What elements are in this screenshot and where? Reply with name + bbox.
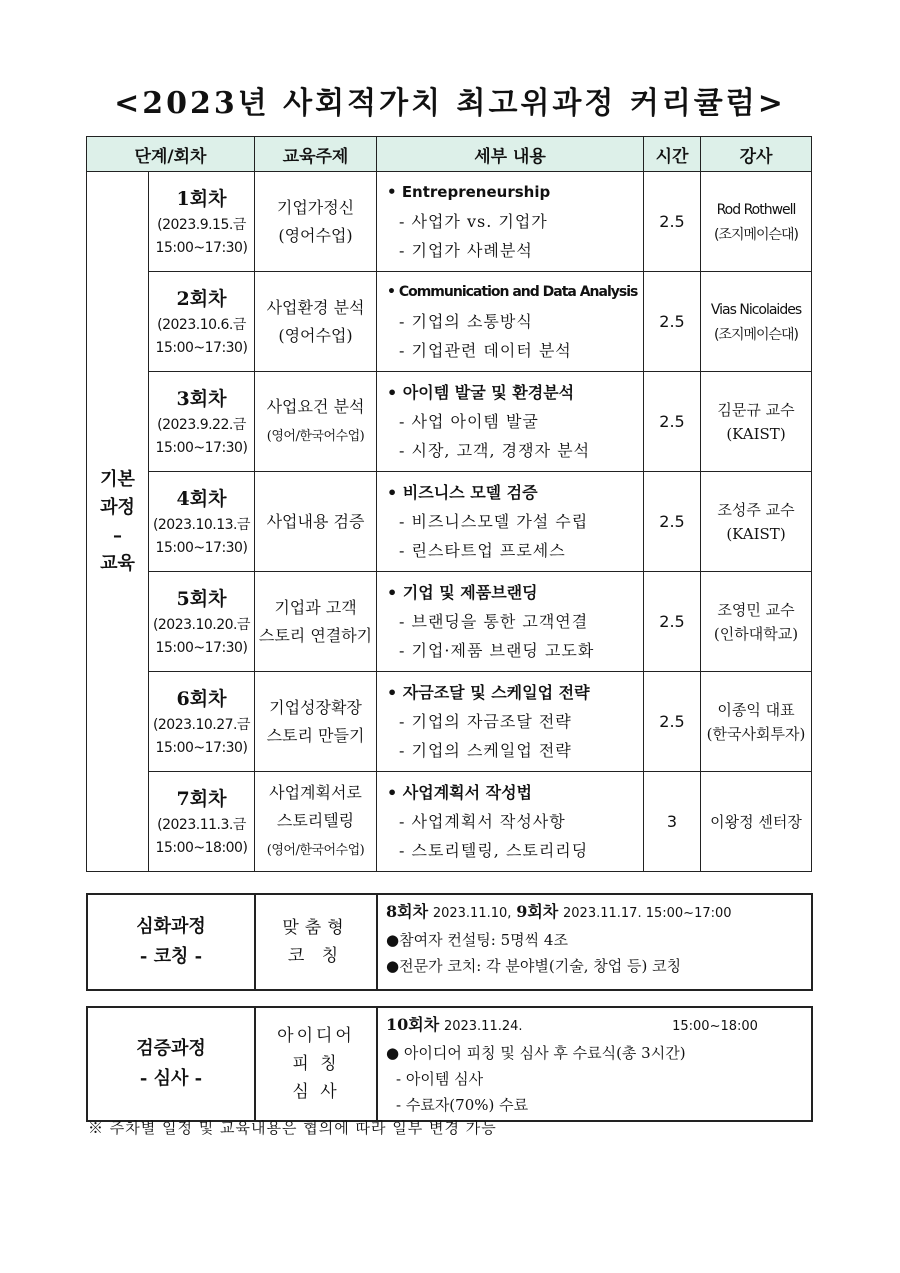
topic-line: 사업요건 분석	[266, 396, 365, 416]
hours-cell: 2.5	[644, 672, 701, 772]
advanced-type	[255, 894, 377, 990]
session-date: 2023.11.24.	[443, 1019, 523, 1034]
instructor-name: Vias Nicolaides	[710, 301, 802, 318]
table-row	[87, 472, 812, 572]
sub-item: - 아이템 심사	[396, 1070, 484, 1088]
detail-heading: • 사업계획서 작성법	[387, 783, 533, 802]
detail-sub-item: - 사업계획서 작성사항	[399, 812, 566, 831]
session-time: 15:00~17:30)	[155, 339, 248, 356]
header-hours: 시간	[644, 137, 701, 172]
instructor-cell	[701, 472, 812, 572]
stage-basic	[87, 172, 149, 872]
session-number: 2회차	[176, 287, 227, 310]
detail-heading: • 자금조달 및 스케일업 전략	[387, 683, 590, 702]
detail-cell	[377, 672, 644, 772]
detail-heading: • Communication and Data Analysis	[387, 284, 638, 300]
hours-cell: 2.5	[644, 572, 701, 672]
header-instructor: 강사	[701, 137, 812, 172]
stage-subname: - 심사 -	[139, 1068, 203, 1089]
instructor-name: 김문규 교수	[717, 400, 795, 419]
topic-line: 기업성장확장	[269, 697, 362, 717]
hours-cell: 2.5	[644, 172, 701, 272]
header-stage: 단계/회차	[87, 137, 255, 172]
instructor-name: Rod Rothwell	[716, 201, 796, 218]
session-number: 7회차	[176, 787, 227, 810]
session-date: 2023.11.10,	[432, 906, 512, 921]
session-number: 4회차	[176, 487, 227, 510]
session-date: (2023.10.6.금	[157, 316, 246, 333]
topic-line: 기업가정신	[276, 197, 355, 217]
topic-line: 스토리 만들기	[266, 725, 365, 745]
detail-sub-item: - 기업가 사례분석	[399, 241, 533, 260]
instructor-affiliation: (조지메이슨대)	[713, 226, 799, 243]
detail-sub-item: - 기업관련 데이터 분석	[399, 341, 572, 360]
stage-subname: - 코칭 -	[139, 946, 203, 967]
topic-line: 스토리텔링	[276, 810, 355, 830]
topic-line: 스토리 연결하기	[258, 625, 373, 645]
detail-sub-item: - 비즈니스모델 가설 수립	[399, 512, 589, 531]
bullet-item: ●참여자 컨설팅: 5명씩 4조	[386, 931, 568, 949]
detail-sub-item: - 시장, 고객, 경쟁자 분석	[399, 441, 591, 460]
instructor-name: 이종익 대표	[717, 700, 795, 719]
verification-stage	[87, 1007, 255, 1121]
instructor-affiliation: (조지메이슨대)	[713, 326, 799, 343]
table-row	[87, 894, 812, 990]
table-row	[87, 1007, 812, 1121]
sub-item: - 수료자(70%) 수료	[396, 1096, 529, 1114]
topic-cell	[255, 472, 377, 572]
session-cell	[149, 672, 255, 772]
session-number: 3회차	[176, 387, 227, 410]
detail-sub-item: - 사업 아이템 발굴	[399, 412, 539, 431]
session-cell	[149, 572, 255, 672]
instructor-affiliation: (한국사회투자)	[706, 724, 806, 743]
detail-heading-text: 비즈니스 모델 검증	[402, 483, 538, 502]
advanced-stage	[87, 894, 255, 990]
session-date: 2023.11.17. 15:00~17:00	[563, 906, 732, 921]
topic-line: (영어/한국어수업)	[266, 428, 365, 444]
instructor-name: 이왕정 센터장	[710, 812, 802, 831]
session-time: 15:00~17:30)	[155, 539, 248, 556]
type-line: 맞춤형	[282, 918, 350, 938]
detail-cell	[377, 172, 644, 272]
session-cell	[149, 172, 255, 272]
topic-line: 기업과 고객	[274, 597, 357, 617]
type-line: 아이디어	[277, 1026, 355, 1046]
type-line: 심 사	[292, 1082, 340, 1102]
advanced-course-table	[86, 893, 813, 991]
advanced-info	[377, 894, 812, 990]
detail-sub-item: - 기업의 소통방식	[399, 312, 533, 331]
instructor-cell	[701, 272, 812, 372]
hours-cell: 3	[644, 772, 701, 872]
detail-cell	[377, 372, 644, 472]
topic-line: (영어수업)	[278, 225, 353, 245]
hours-cell: 2.5	[644, 272, 701, 372]
verification-course-table	[86, 1006, 813, 1122]
instructor-cell	[701, 172, 812, 272]
instructor-name: 조성주 교수	[717, 500, 795, 519]
type-line: 코 칭	[287, 946, 345, 966]
table-row	[87, 572, 812, 672]
detail-heading-text: 자금조달 및 스케일업 전략	[402, 683, 590, 702]
instructor-cell	[701, 772, 812, 872]
session-date: (2023.11.3.금	[157, 816, 246, 833]
session-time: 15:00~17:30)	[155, 439, 248, 456]
detail-heading-text: Communication and Data Analysis	[398, 284, 638, 300]
topic-line: (영어수업)	[278, 325, 353, 345]
detail-heading-text: 기업 및 제품브랜딩	[402, 583, 538, 602]
table-row	[87, 772, 812, 872]
stage-line: –	[113, 524, 122, 546]
topic-cell	[255, 672, 377, 772]
stage-line: 기본	[100, 468, 135, 490]
detail-heading: • Entrepreneurship	[387, 183, 551, 201]
instructor-name: 조영민 교수	[717, 600, 795, 619]
stage-line: 과정	[100, 496, 135, 518]
bullet-item: ●전문가 코치: 각 분야별(기술, 창업 등) 코칭	[386, 957, 682, 975]
table-row	[87, 172, 812, 272]
detail-cell	[377, 572, 644, 672]
page-title: <2023년 사회적가치 최고위과정 커리큘럼>	[114, 86, 786, 121]
header-detail: 세부 내용	[377, 137, 644, 172]
session-label: 10회차	[386, 1015, 440, 1034]
verification-type	[255, 1007, 377, 1121]
stage-name: 검증과정	[136, 1038, 206, 1059]
table-header-row	[87, 137, 812, 172]
detail-sub-item: - 브랜딩을 통한 고객연결	[399, 612, 589, 631]
topic-cell	[255, 272, 377, 372]
session-cell	[149, 272, 255, 372]
detail-sub-item: - 스토리텔링, 스토리리딩	[399, 841, 589, 860]
detail-sub-item: - 사업가 vs. 기업가	[399, 212, 548, 231]
topic-line: (영어/한국어수업)	[266, 842, 365, 858]
detail-heading: • 비즈니스 모델 검증	[387, 483, 538, 502]
instructor-cell	[701, 372, 812, 472]
session-time: 15:00~18:00	[672, 1019, 758, 1034]
detail-sub-item: - 기업의 스케일업 전략	[399, 741, 572, 760]
session-time: 15:00~18:00)	[155, 839, 248, 856]
session-time: 15:00~17:30)	[155, 739, 248, 756]
instructor-affiliation: (KAIST)	[726, 424, 786, 443]
detail-cell	[377, 272, 644, 372]
type-line: 피 칭	[292, 1054, 340, 1074]
instructor-affiliation: (인하대학교)	[713, 624, 799, 643]
topic-cell	[255, 772, 377, 872]
topic-line: 사업환경 분석	[266, 297, 365, 317]
stage-name: 심화과정	[136, 916, 206, 937]
hours-cell: 2.5	[644, 472, 701, 572]
detail-heading: • 기업 및 제품브랜딩	[387, 583, 538, 602]
detail-heading-text: Entrepreneurship	[401, 183, 551, 201]
topic-cell	[255, 372, 377, 472]
topic-cell	[255, 572, 377, 672]
session-date: (2023.9.15.금	[157, 216, 246, 233]
verification-info	[377, 1007, 812, 1121]
session-label: 9회차	[516, 902, 559, 921]
topic-line: 사업계획서로	[269, 782, 362, 802]
detail-cell	[377, 472, 644, 572]
instructor-affiliation: (KAIST)	[726, 524, 786, 543]
detail-cell	[377, 772, 644, 872]
detail-heading: • 아이템 발굴 및 환경분석	[387, 383, 575, 402]
session-date: (2023.10.27.금	[152, 716, 251, 733]
detail-sub-item: - 기업·제품 브랜딩 고도화	[399, 641, 595, 660]
session-number: 5회차	[176, 587, 227, 610]
session-cell	[149, 772, 255, 872]
session-date: (2023.10.13.금	[152, 516, 251, 533]
session-date: (2023.10.20.금	[152, 616, 251, 633]
footnote: ※ 주차별 일정 및 교육내용은 협의에 따라 일부 변경 가능	[88, 1119, 497, 1137]
detail-heading-text: 사업계획서 작성법	[402, 783, 533, 802]
hours-cell: 2.5	[644, 372, 701, 472]
session-time: 15:00~17:30)	[155, 239, 248, 256]
session-number: 6회차	[176, 687, 227, 710]
stage-line: 교육	[100, 552, 135, 574]
topic-cell	[255, 172, 377, 272]
session-number: 1회차	[176, 187, 227, 210]
curriculum-table	[86, 136, 812, 872]
header-topic: 교육주제	[255, 137, 377, 172]
detail-sub-item: - 린스타트업 프로세스	[399, 541, 566, 560]
session-time: 15:00~17:30)	[155, 639, 248, 656]
bullet-item: ● 아이디어 피칭 및 심사 후 수료식(총 3시간)	[386, 1044, 686, 1062]
detail-sub-item: - 기업의 자금조달 전략	[399, 712, 572, 731]
table-row	[87, 672, 812, 772]
table-row	[87, 372, 812, 472]
detail-heading-text: 아이템 발굴 및 환경분석	[402, 383, 575, 402]
session-label: 8회차	[386, 902, 429, 921]
session-date: (2023.9.22.금	[157, 416, 246, 433]
session-cell	[149, 472, 255, 572]
topic-line: 사업내용 검증	[266, 511, 365, 531]
session-cell	[149, 372, 255, 472]
instructor-cell	[701, 672, 812, 772]
instructor-cell	[701, 572, 812, 672]
table-row	[87, 272, 812, 372]
